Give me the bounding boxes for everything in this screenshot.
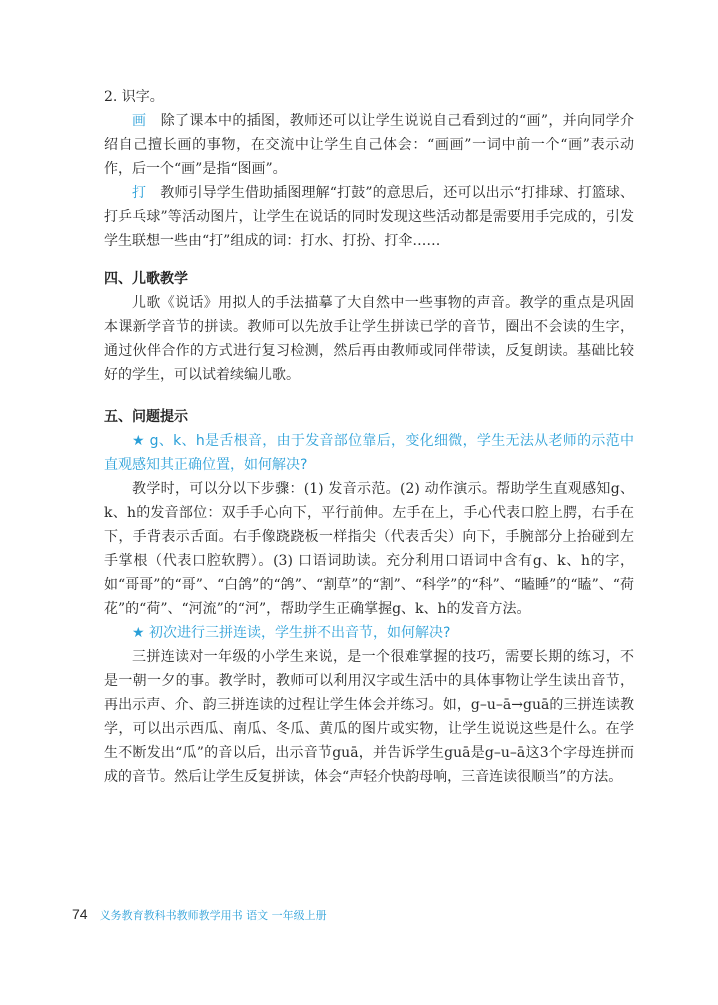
hua-keyword: 画 bbox=[132, 113, 147, 129]
da-text: 教师引导学生借助插图理解“打鼓”的意思后，还可以出示“打排球、打篮球、打乒乓球”等活动图片，让学生在说话的同时发现这些活动都是需要用手完成的，引发学生联想一些由“打”组成的词：打水、打扮、打伞…… bbox=[104, 185, 635, 249]
da-paragraph bbox=[104, 181, 634, 253]
literacy-heading: 2. 识字。 bbox=[104, 89, 164, 105]
hua-text: 除了课本中的插图，教师还可以让学生说说自己看到过的“画”，并向同学介绍自己擅长画的事物，在交流中让学生自己体会：“画画”一词中前一个“画”表示动作，后一个“画”是指“图画”。 bbox=[104, 113, 635, 177]
question-1: ★ g、k、h是舌根音，由于发音部位靠后，变化细微，学生无法从老师的示范中直观感知其正确位置，如何解决? bbox=[104, 433, 634, 473]
question-2: ★ 初次进行三拼连读，学生拼不出音节，如何解决? bbox=[132, 625, 451, 641]
rhyme-section bbox=[104, 267, 634, 387]
tips-heading: 五、问题提示 bbox=[104, 409, 188, 425]
tips-section bbox=[104, 405, 634, 789]
rhyme-paragraph: 儿歌《说话》用拟人的手法描摹了大自然中一些事物的声音。教学的重点是巩固本课新学音节的拼读。教师可以先放手让学生拼读已学的音节，圈出不会读的生字，通过伙伴合作的方式进行复习检测，然后再由教师或同伴带读，反复朗读。基础比较好的学生，可以试着续编儿歌。 bbox=[104, 295, 634, 383]
da-keyword: 打 bbox=[132, 185, 147, 201]
answer-1: 教学时，可以分以下步骤：(1) 发音示范。(2) 动作演示。帮助学生直观感知g、k、h的发音部位：双手手心向下，平行前伸。左手在上，手心代表口腔上腭，右手在下，手背表示舌面。右手像跷跷板一样指尖（代表舌尖）向下，手腕部分上抬碰到左手掌根（代表口腔软腭）。(3) 口语词助读。充分利用口语词中含有g、k、h的字，如“哥哥”的“哥”、“白鸽”的“鸽”、“割草”的“割”、“科学”的“科”、“瞌睡”的“瞌”、“荷花”的“荷”、“河流”的“河”，帮助学生正确掌握g、k、h的发音方法。 bbox=[104, 481, 634, 617]
book-title: 义务教育教科书教师教学用书 语文 一年级上册 bbox=[99, 909, 327, 922]
rhyme-heading: 四、儿歌教学 bbox=[104, 271, 188, 287]
answer-2: 三拼连读对一年级的小学生来说，是一个很难掌握的技巧，需要长期的练习，不是一朝一夕的事。教学时，教师可以利用汉字或生活中的具体事物让学生读出音节，再出示声、介、韵三拼连读的过程让学生体会并练习。如，g–u–ā→guā的三拼连读教学，可以出示西瓜、南瓜、冬瓜、黄瓜的图片或实物，让学生说说这些是什么。在学生不断发出“瓜”的音以后，出示音节guā，并告诉学生guā是g–u–ā这3个字母连拼而成的音节。然后让学生反复拼读，体会“声轻介快韵母响，三音连读很顺当”的方法。 bbox=[104, 649, 634, 785]
hua-paragraph bbox=[104, 109, 634, 181]
page-footer bbox=[72, 906, 327, 930]
literacy-section bbox=[104, 85, 634, 253]
page-number: 74 bbox=[72, 906, 88, 922]
